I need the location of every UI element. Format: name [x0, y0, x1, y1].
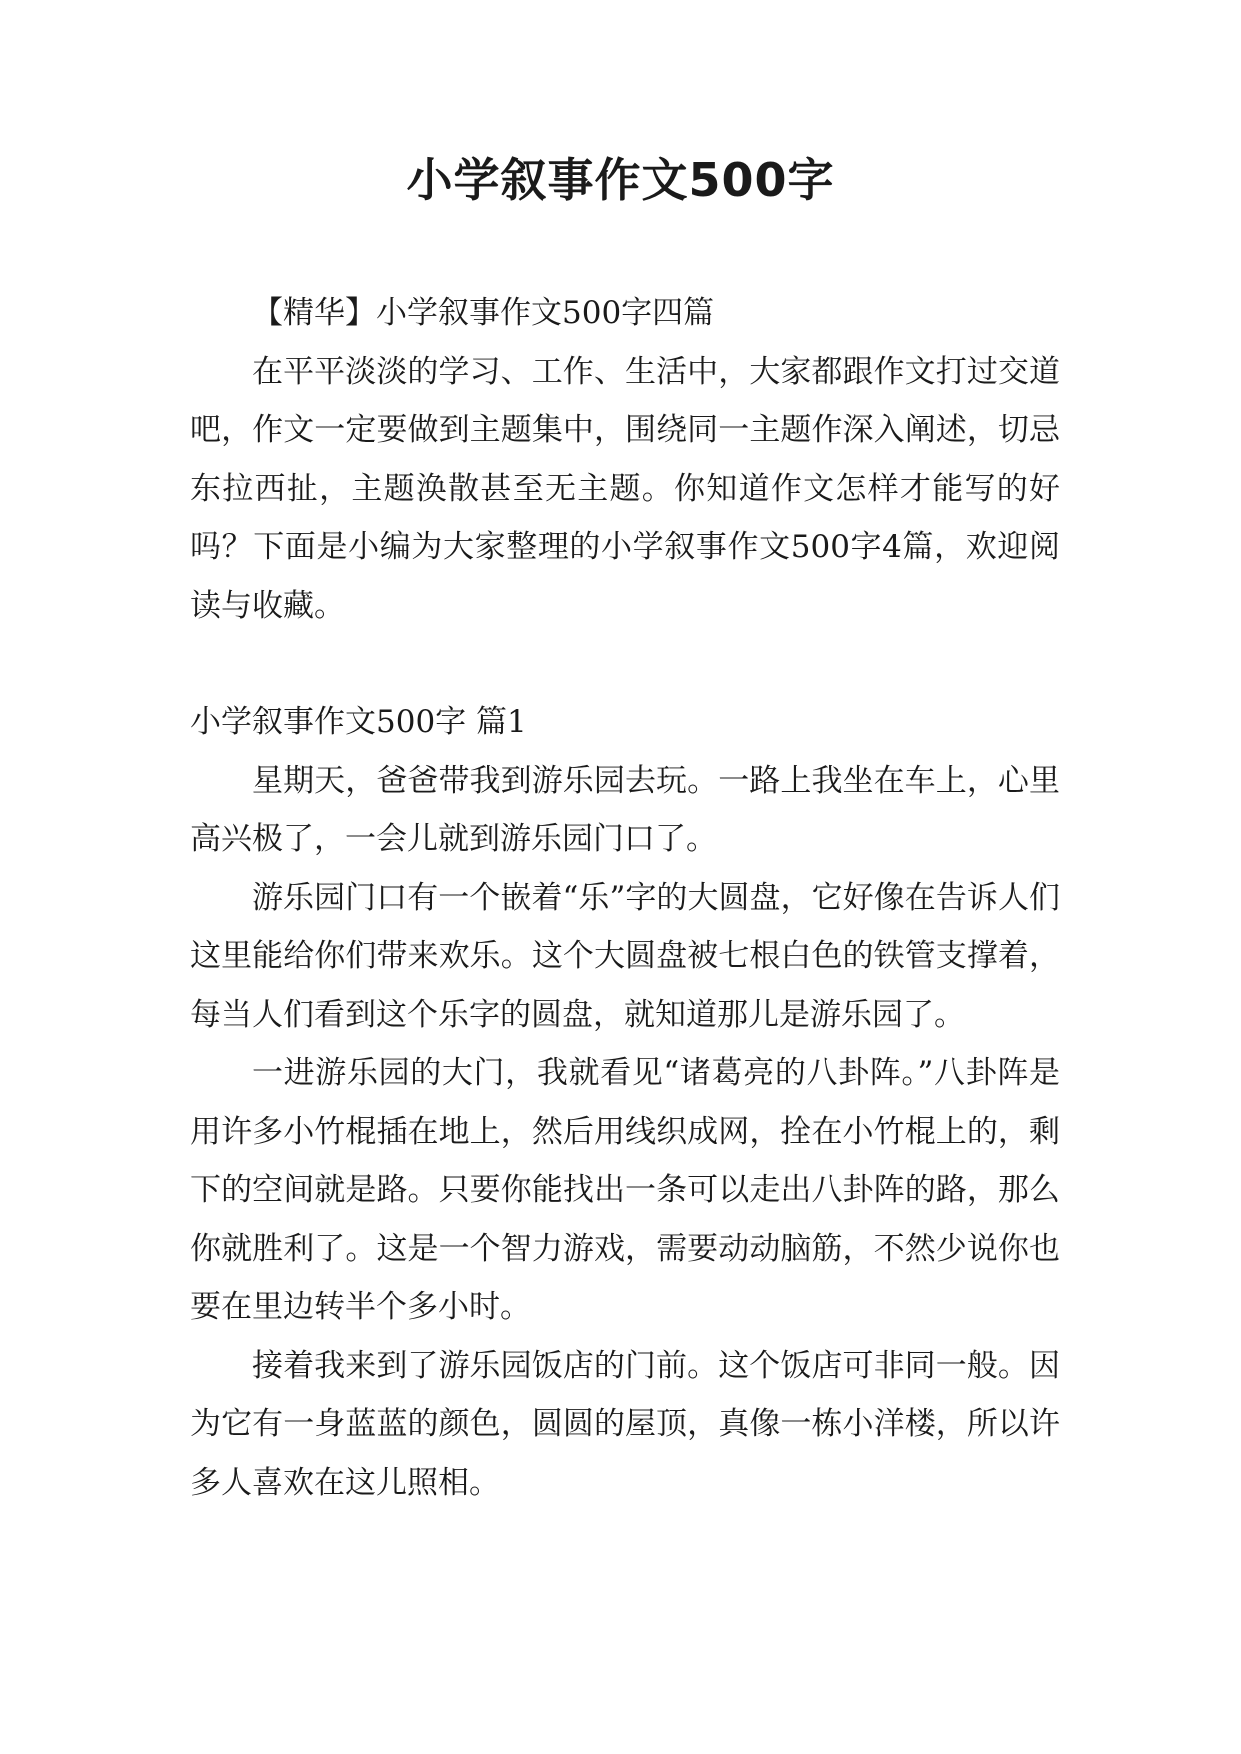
document-body: [190, 284, 1060, 1512]
section-heading: 小学叙事作文500字 篇1: [190, 704, 527, 740]
body-paragraph: 游乐园门口有一个嵌着“乐”字的大圆盘，它好像在告诉人们这里能给你们带来欢乐。这个大圆盘被七根白色的铁管支撑着，每当人们看到这个乐字的圆盘，就知道那儿是游乐园了。: [190, 879, 1060, 1033]
document-title: 小学叙事作文500字: [406, 153, 835, 207]
section-spacer: [190, 635, 1060, 693]
intro-paragraph: 在平平淡淡的学习、工作、生活中，大家都跟作文打过交道吧，作文一定要做到主题集中，围绕同一主题作深入阐述，切忌东拉西扯，主题涣散甚至无主题。你知道作文怎样才能写的好吗？下面是小编为大家整理的小学叙事作文500字4篇，欢迎阅读与收藏。: [190, 353, 1060, 624]
intro-heading: 【精华】小学叙事作文500字四篇: [252, 295, 715, 331]
body-paragraph: 一进游乐园的大门，我就看见“诸葛亮的八卦阵。”八卦阵是用许多小竹棍插在地上，然后用线织成网，拴在小竹棍上的，剩下的空间就是路。只要你能找出一条可以走出八卦阵的路，那么你就胜利了。这是一个智力游戏，需要动动脑筋，不然少说你也要在里边转半个多小时。: [190, 1055, 1060, 1325]
body-paragraph: 星期天，爸爸带我到游乐园去玩。一路上我坐在车上，心里高兴极了，一会儿就到游乐园门口了。: [190, 762, 1060, 857]
body-paragraph: 接着我来到了游乐园饭店的门前。这个饭店可非同一般。因为它有一身蓝蓝的颜色，圆圆的屋顶，真像一栋小洋楼，所以许多人喜欢在这儿照相。: [190, 1347, 1060, 1501]
